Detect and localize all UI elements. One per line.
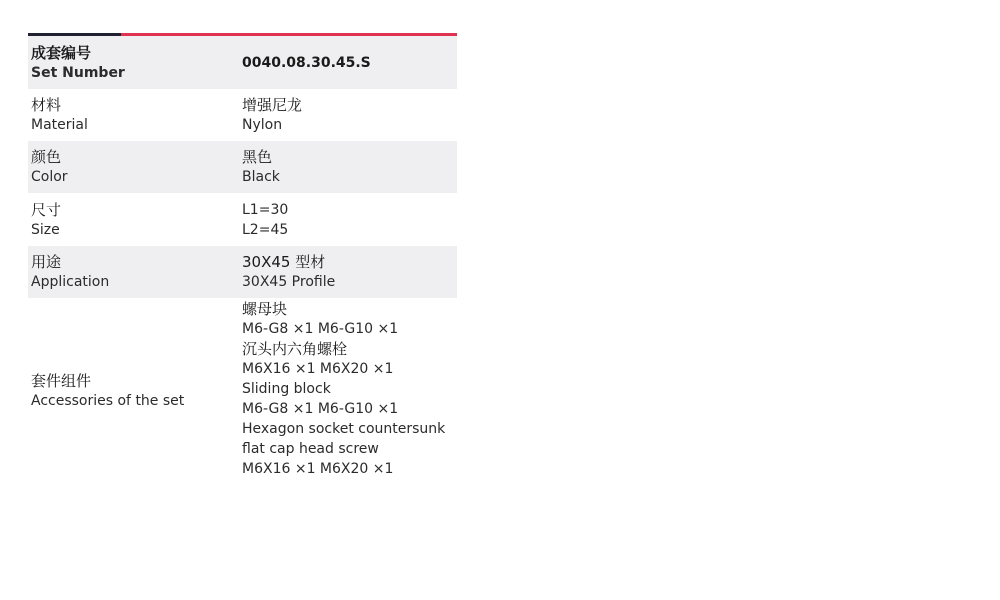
size-line: L2=45 [242,221,289,238]
row-value [242,89,457,141]
accessory-line: Sliding block [242,381,331,397]
row-accessories [28,298,457,483]
label-zh: 用途 [31,253,62,271]
label-en: Accessories of the set [31,392,185,409]
row-color [28,141,457,193]
row-material [28,89,457,141]
value-zh: 30X45 型材 [242,253,326,271]
row-label [28,141,242,193]
label-zh: 尺寸 [31,200,62,219]
accessory-line: 沉头内六角螺栓 [242,340,348,358]
accessory-line: M6X16 ×1 M6X20 ×1 [242,361,394,377]
size-line: L1=30 [242,201,289,218]
row-value [242,298,457,483]
row-size [28,193,457,246]
row-label [28,89,242,141]
label-zh: 套件组件 [31,371,92,390]
label-en: Color [31,169,68,185]
row-value [242,246,457,298]
row-value [242,141,457,193]
accessory-line: M6-G8 ×1 M6-G10 ×1 [242,321,399,337]
value-en: Black [242,169,280,185]
label-en: Set Number [31,64,125,81]
value-en: 30X45 Profile [242,274,336,290]
row-label [28,36,242,89]
label-en: Material [31,117,88,133]
row-set-number [28,36,457,89]
row-application [28,246,457,298]
row-value [242,193,457,246]
row-label [28,298,242,483]
label-zh: 成套编号 [31,43,92,62]
set-number-value: 0040.08.30.45.S [242,54,371,71]
label-en: Application [31,274,110,290]
label-zh: 材料 [31,96,62,114]
row-label [28,193,242,246]
label-zh: 颜色 [31,148,62,166]
label-en: Size [31,221,60,238]
value-zh: 增强尼龙 [242,96,303,114]
accessory-line: M6-G8 ×1 M6-G10 ×1 [242,401,399,417]
row-value [242,36,457,89]
value-zh: 黑色 [242,148,273,166]
accessory-line: 螺母块 [242,300,288,318]
accessory-line: flat cap head screw [242,441,379,457]
spec-table [28,33,457,483]
row-label [28,246,242,298]
accessory-line: M6X16 ×1 M6X20 ×1 [242,461,394,477]
value-en: Nylon [242,117,283,133]
accessory-line: Hexagon socket countersunk [242,421,446,437]
